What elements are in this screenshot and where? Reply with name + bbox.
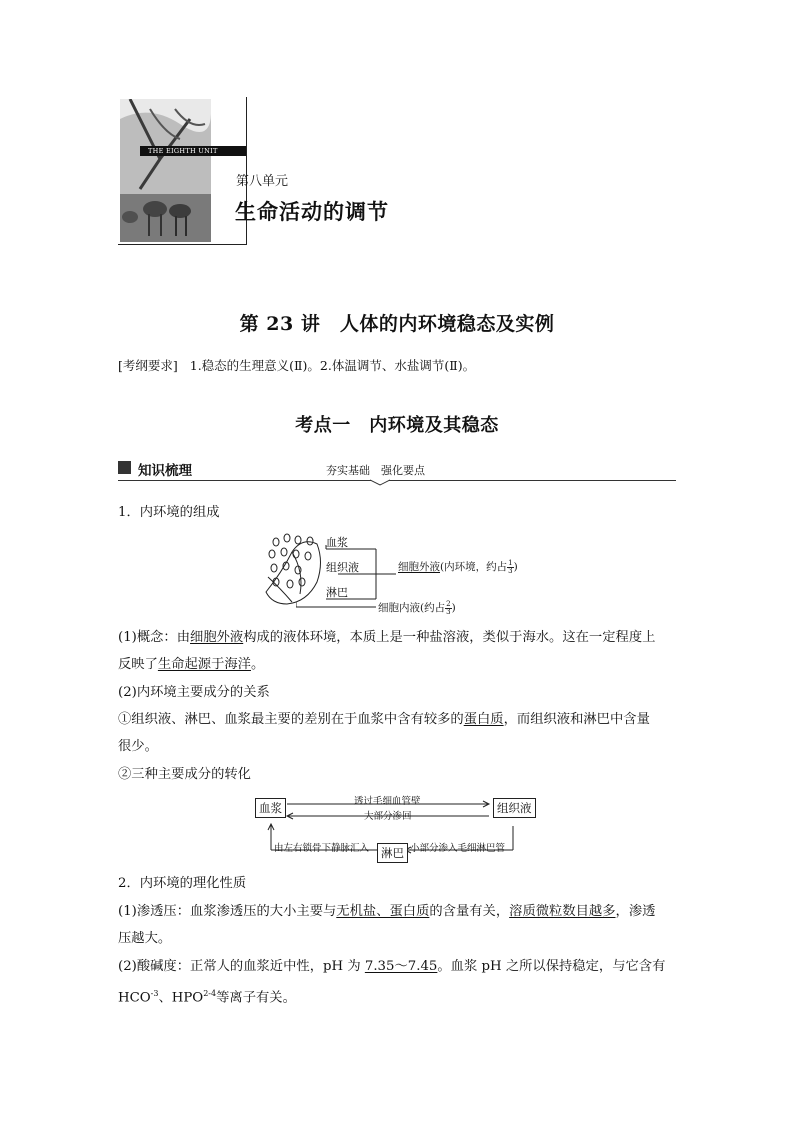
- heading-1: 1．内环境的组成: [118, 505, 220, 520]
- d2-label-vein: 由左右锁骨下静脉汇入: [274, 843, 370, 854]
- d2-tissue-box: 组织液: [493, 798, 536, 818]
- syllabus-line: [118, 356, 475, 374]
- d1-ecf-note: (内环境，约占: [440, 561, 508, 573]
- deer-photo-illustration: [120, 99, 211, 242]
- p1-term-ecf: 细胞外液: [190, 630, 244, 645]
- d1-lymph: 淋巴: [326, 586, 348, 599]
- d1-ecf-frac: $\frac{1}{3}$: [508, 558, 513, 575]
- d2-plasma-box: 血浆: [255, 798, 286, 818]
- d1-plasma: 血浆: [326, 536, 348, 549]
- knowledge-label: 知识梳理: [138, 463, 192, 479]
- p5-term-salt-protein: 无机盐、蛋白质: [336, 904, 430, 919]
- d1-icf-frac: $\frac{2}{3}$: [446, 599, 451, 616]
- p5-line2: 压越大。: [118, 931, 172, 946]
- unit-number: 第八单元: [236, 174, 289, 189]
- knowledge-square-icon: [118, 461, 131, 474]
- knowledge-slogan: 夯实基础 强化要点: [326, 464, 425, 477]
- d2-lymph-box: 淋巴: [377, 843, 408, 863]
- knowledge-rule: [118, 480, 676, 481]
- d2-label-lymph-capillary: 小部分渗入毛细淋巴管: [410, 843, 506, 854]
- p6-line1: (2)酸碱度：正常人的血浆近中性，pH 为 7.35～7.45。血浆 pH 之所以保持稳定，与它含有: [118, 959, 666, 974]
- p4: ②三种主要成分的转化: [118, 767, 251, 782]
- unit-cover-photo: [120, 99, 211, 242]
- p3-term-protein: 蛋白质: [463, 712, 504, 727]
- unit-title: 生命活动的调节: [235, 200, 389, 224]
- p1-term-origin: 生命起源于海洋: [157, 657, 251, 672]
- syllabus-text: 1.稳态的生理意义(Ⅱ)。2.体温调节、水盐调节(Ⅱ)。: [189, 358, 476, 373]
- section-title: 考点一 内环境及其稳态: [295, 415, 499, 436]
- d2-label-capillary: 透过毛细血管壁: [354, 796, 421, 807]
- d1-icf-line: 细胞内液(约占 $\frac{2}{3}$ ): [378, 599, 456, 616]
- p3-line1: ①组织液、淋巴、血浆最主要的差别在于血浆中含有较多的蛋白质，而组织液和淋巴中含量: [118, 712, 650, 727]
- p2: (2)内环境主要成分的关系: [118, 685, 270, 700]
- p5-line1: (1)渗透压：血浆渗透压的大小主要与无机盐、蛋白质的含量有关，溶质微粒数目越多，渗透: [118, 904, 656, 919]
- rule-notch-icon: [370, 478, 390, 486]
- d1-tissue-fluid: 组织液: [326, 561, 359, 574]
- syllabus-label: [考纲要求]: [118, 358, 178, 373]
- p6-line2: $HCO^{-3}$、HPO$^{2-4}$等离子有关。: [118, 989, 296, 1006]
- unit-caption: THE EIGHTH UNIT: [148, 147, 218, 155]
- p1-line2: 反映了生命起源于海洋。: [118, 657, 265, 672]
- p6-term-ph: 7.35～7.45: [364, 959, 438, 974]
- lecture-title: 第 23 讲 人体的内环境稳态及实例: [239, 313, 555, 335]
- heading-2: 2．内环境的理化性质: [118, 876, 247, 891]
- d1-ecf: 细胞外液: [398, 561, 440, 573]
- p5-term-particles: 溶质微粒数目越多: [509, 904, 616, 919]
- d2-label-reabsorb: 大部分渗回: [364, 811, 412, 822]
- d1-icf-note: (约占: [420, 602, 446, 614]
- unit-caption-band: [140, 146, 246, 156]
- p3-line2: 很少。: [118, 739, 158, 754]
- d1-ecf-line: 细胞外液(内环境，约占 $\frac{1}{3}$ ): [398, 558, 518, 575]
- p1-line1: (1)概念：由细胞外液构成的液体环境，本质上是一种盐溶液，类似于海水。这在一定程度上: [118, 630, 656, 645]
- d1-icf: 细胞内液: [378, 602, 420, 614]
